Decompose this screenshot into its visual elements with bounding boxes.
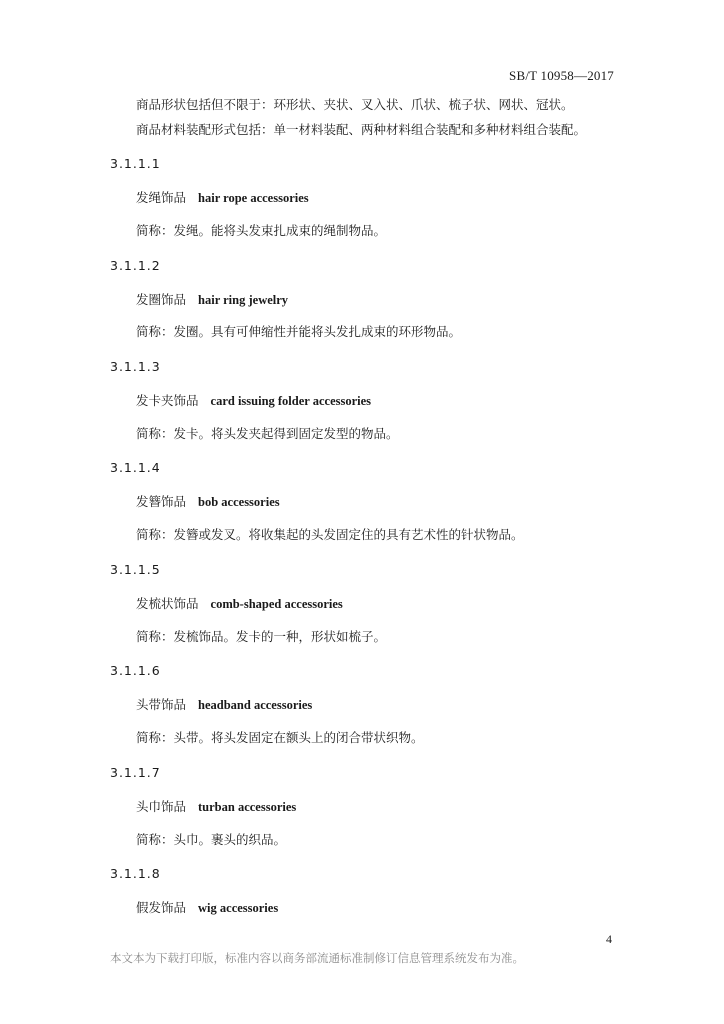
term-definition: 简称：发绳。能将头发束扎成束的绳制物品。: [136, 223, 387, 238]
footer-notice: 本文本为下载打印版，标准内容以商务部流通标准制修订信息管理系统发布为准。: [110, 951, 524, 965]
page-number: 4: [606, 932, 612, 946]
term-en: hair rope accessories: [198, 191, 309, 205]
term-heading: [136, 695, 312, 713]
term-zh: 头巾饰品: [136, 799, 187, 814]
entry-number: 3.1.1.8: [110, 866, 161, 881]
term-definition: 简称：头带。将头发固定在额头上的闭合带状织物。: [136, 730, 424, 745]
term-heading: [136, 290, 288, 308]
term-heading: [136, 492, 280, 510]
term-en: turban accessories: [198, 800, 297, 814]
term-heading: [136, 188, 309, 206]
term-heading: [136, 391, 371, 409]
term-definition: 简称：发梳饰品。发卡的一种，形状如梳子。: [136, 629, 387, 644]
term-definition: 简称：发圈。具有可伸缩性并能将头发扎成束的环形物品。: [136, 324, 462, 339]
term-zh: 发绳饰品: [136, 190, 187, 205]
entry-number: 3.1.1.2: [110, 258, 161, 273]
term-en: headband accessories: [198, 698, 313, 712]
term-zh: 发圈饰品: [136, 292, 187, 307]
term-heading: [136, 594, 343, 612]
intro-shapes: 商品形状包括但不限于：环形状、夹状、叉入状、爪状、梳子状、网状、冠状。: [136, 97, 574, 112]
entry-number: 3.1.1.5: [110, 562, 161, 577]
entry-number: 3.1.1.7: [110, 765, 161, 780]
term-zh: 发梳状饰品: [136, 596, 199, 611]
term-definition: 简称：发簪或发叉。将收集起的头发固定住的具有艺术性的针状物品。: [136, 527, 524, 542]
standard-code: SB/T 10958—2017: [509, 68, 614, 83]
entry-number: 3.1.1.6: [110, 663, 161, 678]
entry-number: 3.1.1.3: [110, 359, 161, 374]
intro-materials: 商品材料装配形式包括：单一材料装配、两种材料组合装配和多种材料组合装配。: [136, 122, 587, 137]
term-en: hair ring jewelry: [198, 293, 289, 307]
term-definition: 简称：发卡。将头发夹起得到固定发型的物品。: [136, 426, 399, 441]
term-en: comb-shaped accessories: [210, 597, 343, 611]
term-definition: 简称：头巾。裹头的织品。: [136, 832, 287, 847]
term-zh: 发簪饰品: [136, 494, 187, 509]
term-en: bob accessories: [198, 495, 280, 509]
entry-number: 3.1.1.4: [110, 460, 161, 475]
term-heading: [136, 898, 278, 916]
term-en: card issuing folder accessories: [210, 394, 372, 408]
term-zh: 头带饰品: [136, 697, 187, 712]
term-en: wig accessories: [198, 901, 279, 915]
term-zh: 发卡夹饰品: [136, 393, 199, 408]
term-heading: [136, 797, 296, 815]
term-zh: 假发饰品: [136, 900, 187, 915]
entry-number: 3.1.1.1: [110, 156, 161, 171]
